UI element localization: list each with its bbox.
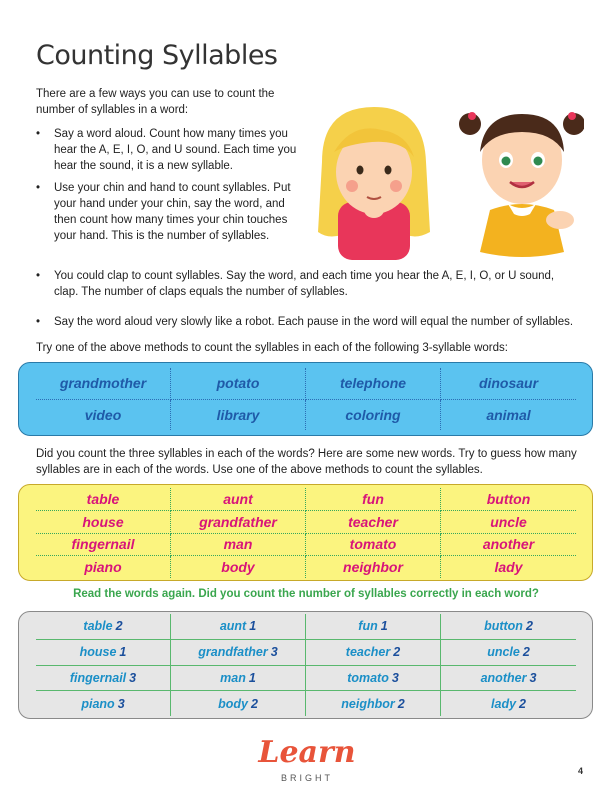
word-cell: video [36, 400, 171, 431]
syllable-count: 1 [249, 619, 257, 634]
word-cell: neighbor [306, 556, 441, 578]
word-cell: button [441, 488, 576, 511]
method-item: • Use your chin and hand to count syllables. Put your hand under your chin, say the word, and then count how many times your chin touches your hand. This is the number of syllables. [36, 180, 308, 244]
word-cell: table [36, 488, 171, 511]
word-cell: teacher [306, 511, 441, 534]
answer-cell [171, 614, 306, 640]
check-prompt: Read the words again. Did you count the number of syllables correctly in each word? [73, 588, 539, 600]
answer-word: aunt [219, 619, 247, 634]
word-cell: tomato [306, 534, 441, 557]
syllable-count: 3 [529, 670, 537, 685]
word-cell: piano [36, 556, 171, 578]
method-list-top [36, 126, 308, 250]
answer-word: uncle [487, 645, 520, 660]
syllable-count: 2 [393, 645, 401, 660]
answer-cell [36, 640, 171, 666]
syllable-count: 3 [391, 670, 399, 685]
word-cell: coloring [306, 400, 441, 431]
answers-grid [36, 614, 576, 716]
syllable-count: 1 [119, 645, 127, 660]
syllable-count: 3 [129, 670, 137, 685]
intro-text: There are a few ways you can use to count the number of syllables in a word: [36, 88, 275, 116]
word-cell: potato [171, 368, 306, 400]
page-title: Counting Syllables [36, 40, 278, 71]
answer-word: fingernail [69, 670, 127, 685]
syllable-count: 2 [115, 619, 123, 634]
answer-cell [171, 691, 306, 716]
answer-word: body [218, 696, 248, 711]
word-cell: dinosaur [441, 368, 576, 400]
answer-cell [441, 640, 576, 666]
answer-cell [36, 666, 171, 692]
syllable-count: 2 [525, 619, 533, 634]
word-cell: another [441, 534, 576, 557]
word-cell: fun [306, 488, 441, 511]
answer-cell [306, 666, 441, 692]
word-cell: animal [486, 406, 531, 423]
syllable-count: 2 [522, 645, 530, 660]
page-number: 4 [578, 766, 584, 776]
answer-cell [36, 614, 171, 640]
answer-cell [306, 614, 441, 640]
answer-word: another [480, 670, 527, 685]
word-cell: man [171, 534, 306, 557]
learn-bright-logo [252, 735, 362, 787]
syllable-count: 1 [380, 619, 388, 634]
method-item: • Say the word aloud very slowly like a robot. Each pause in the word will equal the number of syllables. [36, 314, 581, 330]
word-cell: grandfather [171, 511, 306, 534]
method-item: • Say a word aloud. Count how many times you hear the A, E, I, O, and U sound. Each time you hear the sound, it is a new syllable. [36, 126, 308, 174]
word-cell: grandmother [36, 368, 171, 400]
answer-word: lady [491, 696, 517, 711]
question-text: Did you count the three syllables in each of the words? Here are some new words. Try to guess how many syllables are in each of the words. Use one of the above methods to count the syllables. [36, 448, 577, 476]
brunette-girl-icon [459, 112, 584, 257]
syllable-count: 2 [519, 696, 526, 711]
answer-cell [171, 640, 306, 666]
instruction-text: Try one of the above methods to count the syllables in each of the following 3-syllable words: [36, 342, 508, 354]
answer-cell [306, 640, 441, 666]
answer-cell [36, 691, 171, 716]
word-cell: body [171, 556, 306, 578]
answer-word: fun [358, 619, 378, 634]
answer-word: piano [81, 696, 115, 711]
answer-cell [441, 666, 576, 692]
method-item: • You could clap to count syllables. Say the word, and each time you hear the A, E, I, O, or U sound, clap. The number of claps equals the number of syllables. [36, 268, 581, 300]
syllable-count: 3 [270, 645, 278, 660]
word-cell: lady [494, 559, 523, 576]
answer-cell [306, 691, 441, 716]
answer-word: button [484, 619, 523, 634]
logo-sub: BRIGHT [280, 773, 333, 783]
word-cell: aunt [171, 488, 306, 511]
answer-word: man [220, 670, 246, 685]
guess-words-grid [36, 488, 576, 578]
syllable-count: 1 [248, 670, 256, 685]
answer-cell [441, 614, 576, 640]
syllable-count: 2 [397, 696, 405, 711]
answer-word: teacher [345, 645, 391, 660]
syllable-count: 3 [117, 696, 125, 711]
blonde-girl-icon [318, 107, 430, 260]
answer-word: table [83, 619, 113, 634]
answer-word: house [79, 645, 117, 660]
word-cell: fingernail [36, 534, 171, 557]
word-cell: uncle [441, 511, 576, 534]
logo-name: Learn [258, 735, 356, 770]
answer-word: grandfather [198, 645, 268, 660]
word-cell: telephone [306, 368, 441, 400]
method-list-bottom [36, 268, 581, 344]
syllable-count: 2 [250, 696, 258, 711]
word-cell: library [171, 400, 306, 431]
children-illustration [312, 102, 584, 262]
answer-cell [171, 666, 306, 692]
three-syllable-grid [36, 368, 576, 430]
answer-word: tomato [347, 670, 389, 685]
word-cell: house [36, 511, 171, 534]
answer-word: neighbor [341, 696, 395, 711]
answer-cell [441, 691, 576, 716]
